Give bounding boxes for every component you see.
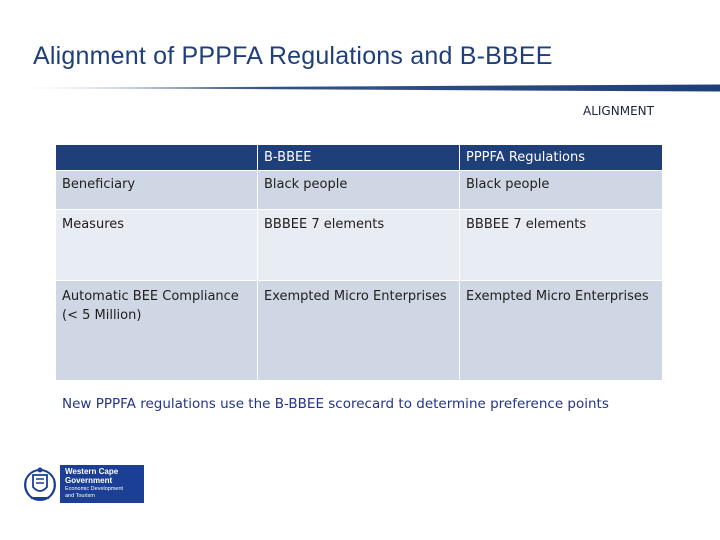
table-cell: Black people bbox=[460, 171, 663, 210]
page-title: Alignment of PPPFA Regulations and B-BBEE bbox=[33, 42, 553, 70]
logo-text-line: and Tourism bbox=[65, 493, 95, 499]
table-header-row bbox=[56, 145, 663, 171]
row-label: Beneficiary bbox=[56, 171, 258, 210]
row-label: Measures bbox=[56, 210, 258, 281]
table-cell: BBBEE 7 elements bbox=[460, 210, 663, 281]
logo-text-line: Western Cape bbox=[65, 467, 119, 476]
alignment-table bbox=[55, 144, 663, 381]
footnote: New PPPFA regulations use the B-BBEE scorecard to determine preference points bbox=[62, 396, 609, 412]
table-cell: Exempted Micro Enterprises bbox=[460, 281, 663, 381]
logo-text-line: Government bbox=[65, 476, 113, 485]
government-logo bbox=[22, 465, 144, 503]
table-cell: BBBEE 7 elements bbox=[258, 210, 460, 281]
section-label: ALIGNMENT bbox=[583, 104, 654, 118]
column-header-bbbee: B-BBEE bbox=[258, 145, 460, 171]
table-row bbox=[56, 171, 663, 210]
coat-of-arms-icon bbox=[22, 465, 58, 503]
table-cell: Exempted Micro Enterprises bbox=[258, 281, 460, 381]
table-cell: Black people bbox=[258, 171, 460, 210]
logo-panel bbox=[60, 465, 144, 503]
table-row bbox=[56, 210, 663, 281]
column-header-pppfa: PPPFA Regulations bbox=[460, 145, 663, 171]
column-header bbox=[56, 145, 258, 171]
row-label: Automatic BEE Compliance (< 5 Million) bbox=[56, 281, 258, 381]
logo-text-line: Economic Development bbox=[65, 486, 124, 492]
title-divider bbox=[20, 84, 720, 92]
table-row bbox=[56, 281, 663, 381]
